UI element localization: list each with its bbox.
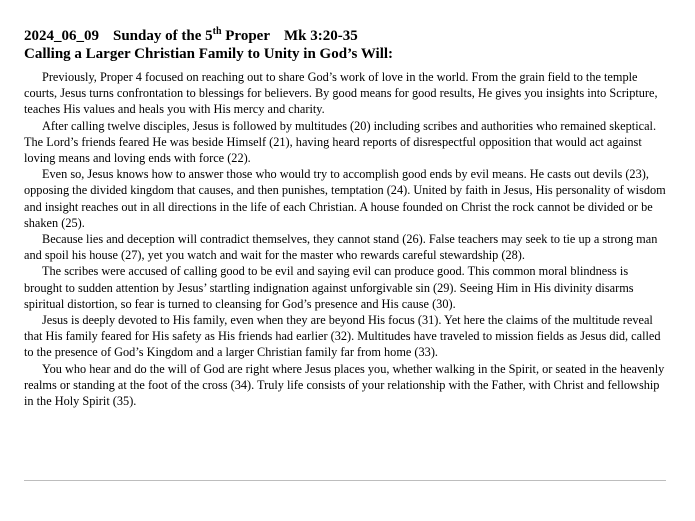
sermon-date: 2024_06_09 [24,28,99,44]
paragraph: You who hear and do the will of God are right where Jesus places you, whether walking in the Spirit, or seated in the heavenly realms or standing at the foot of the cross (34). Truly life consists of your relationship with the Father, with Christ and fellowship in the Holy Spirit (35). [24,361,665,409]
paragraph: Even so, Jesus knows how to answer those who would try to accomplish good ends by evil means. He casts out devils (23), opposing the divided kingdom that causes, and then punishes, temptation (24). United by faith in Jesus, His personality of wisdom and insight reaches out in all directions in the life of each Christian. A house founded on Christ the rock cannot be divided or be shaken (25). [24,167,666,230]
liturgical-day-prefix: Sunday of the 5 [113,28,213,44]
paragraph: After calling twelve disciples, Jesus is followed by multitudes (20) including scribes and authorities who remained skeptical. The Lord’s friends feared He was beside Himself (21), having heard reports of disrespectful opposition that would act against loving means and loving ends with force (22). [24,118,657,166]
paragraph: Because lies and deception will contradict themselves, they cannot stand (26). False teachers may seek to tie up a strong man and spoil his house (27), yet you watch and wait for the master who rewards careful stewardship (28). [24,232,658,263]
paragraph: Previously, Proper 4 focused on reaching out to share God’s work of love in the world. From the grain field to the temple courts, Jesus turns confrontation to blessings for believers. By good means for good results, He gives you insights into Scripture, teaches His values and heals you with His mercy and charity. [24,70,658,117]
paragraph: The scribes were accused of calling good to be evil and saying evil can produce good. This common moral blindness is brought to sudden attention by Jesus’ startling indignation against unforgivable sin (29). Seeing Him in His divinity disarms spiritual distortion, so fear is turned to cleansing for God’s presence and His cause (30). [24,264,634,311]
liturgical-day [113,28,270,44]
liturgical-day-suffix: Proper [221,28,270,44]
header-line [24,27,668,45]
sermon-title: Calling a Larger Christian Family to Unity in God’s Will: [24,46,394,62]
sermon-body [24,69,668,409]
document-page [24,27,668,409]
paragraph: Jesus is deeply devoted to His family, even when they are beyond His focus (31). Yet here the claims of the multitude reveal that His family feared for His safety as His friends had earlier (32). Multitudes have traveled to mission fields as Jesus did, called to the presence of God’s Kingdom and a larger Christian family far from home (33). [24,313,661,360]
ordinal-superscript: th [212,26,222,37]
footer-divider [24,480,666,481]
scripture-reference: Mk 3:20-35 [283,28,358,44]
